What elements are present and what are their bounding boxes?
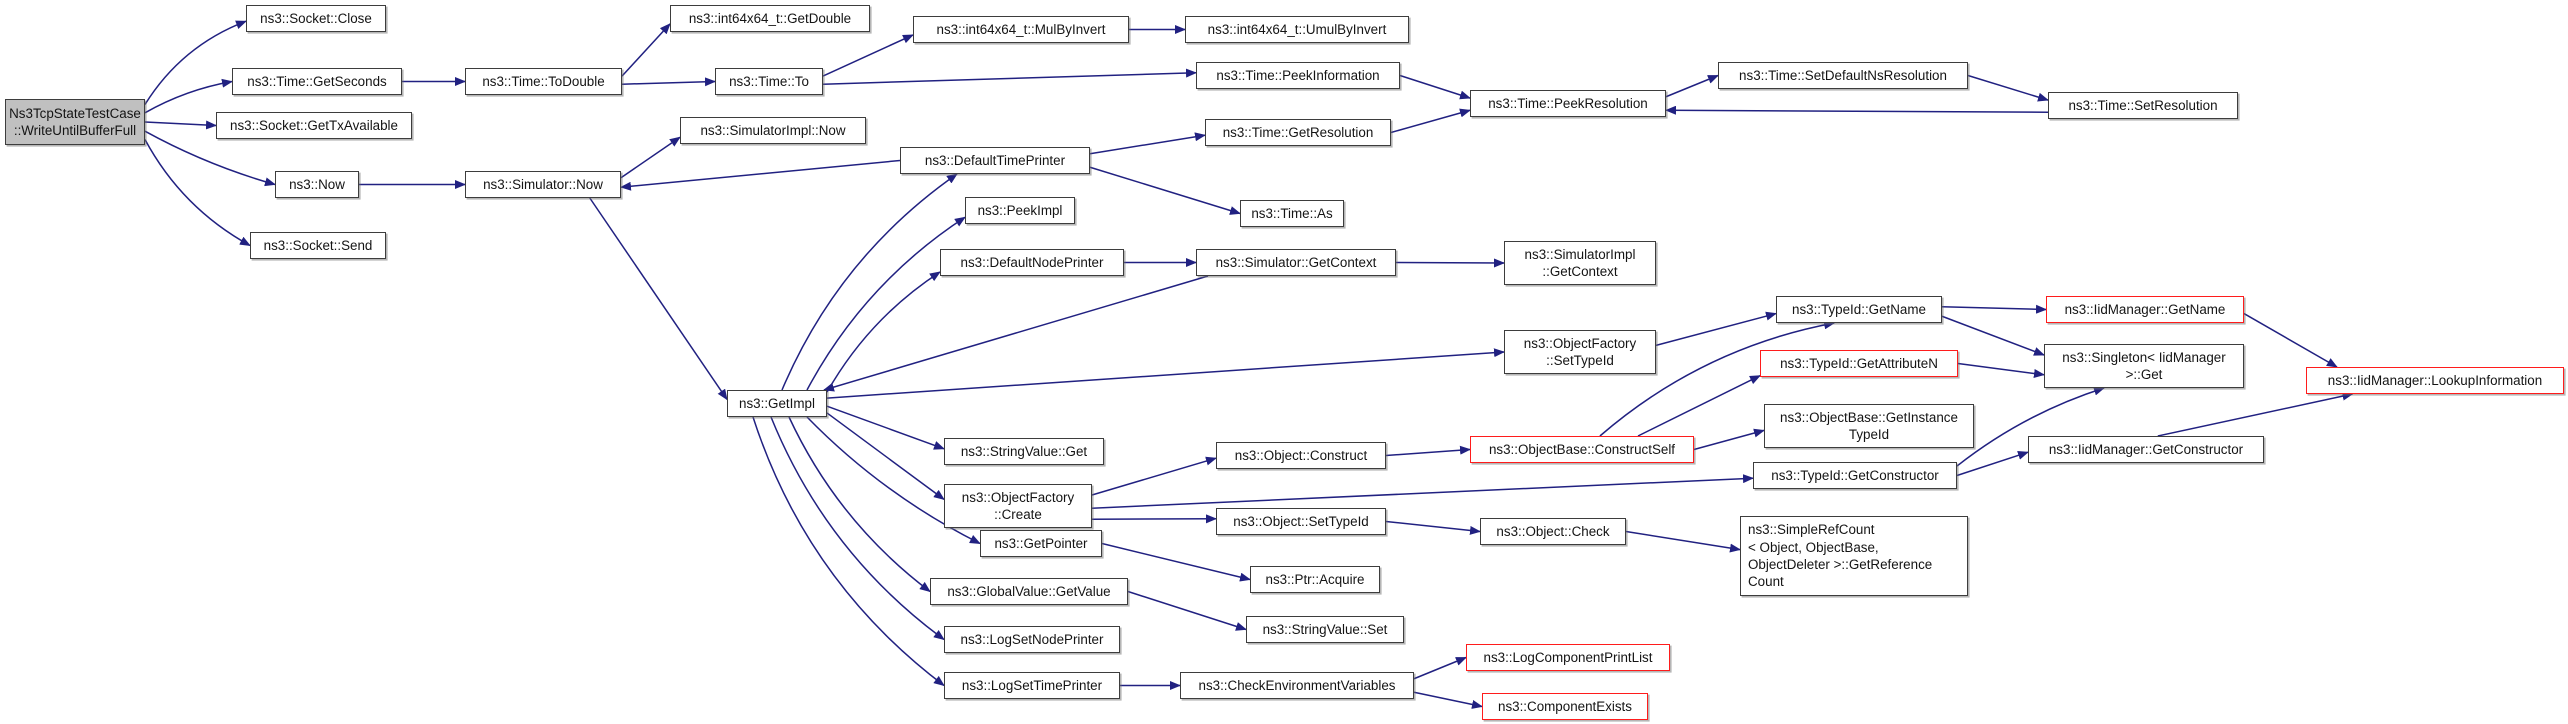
node-label: ns3::Time::PeekResolution — [1488, 95, 1648, 111]
node-label: ns3::StringValue::Get — [960, 443, 1088, 459]
edge-get-impl-to-peek-impl — [807, 217, 965, 390]
node-label: ::WriteUntilBufferFull — [13, 123, 137, 138]
edge-default-time-printer-to-time-get-resolution — [1090, 135, 1205, 154]
node-label: ns3::Object::Check — [1496, 523, 1610, 539]
edge-iid-manager-get-constructor-to-iid-manager-lookup-information — [2158, 394, 2353, 436]
edge-simulator-now-to-get-impl — [590, 198, 727, 399]
node-iid-manager-lookup-information[interactable] — [2306, 367, 2564, 394]
node-label: ns3::Now — [289, 176, 345, 192]
edge-get-impl-to-log-set-time-printer — [753, 417, 944, 686]
node-int64x64-umul-by-invert[interactable] — [1185, 16, 1409, 43]
node-simulator-impl-get-context[interactable] — [1504, 241, 1656, 285]
node-string-value-get[interactable] — [944, 438, 1104, 465]
node-socket-send[interactable] — [250, 232, 386, 259]
node-get-pointer[interactable] — [980, 530, 1102, 557]
node-socket-close[interactable] — [246, 5, 386, 32]
node-label: ns3::Time::PeekInformation — [1216, 67, 1380, 83]
node-log-set-node-printer[interactable] — [944, 626, 1120, 653]
edge-object-construct-to-object-base-construct-self — [1386, 450, 1470, 456]
node-label: Ns3TcpStateTestCase — [9, 105, 141, 121]
edge-get-impl-to-string-value-get — [827, 406, 944, 449]
node-object-base-get-instance-type-id[interactable] — [1764, 404, 1974, 448]
node-simulator-impl-now[interactable] — [680, 117, 866, 144]
node-label: ns3::ObjectBase::GetInstance — [1780, 409, 1958, 425]
node-type-id-get-name[interactable] — [1776, 296, 1942, 323]
node-label: ns3::CheckEnvironmentVariables — [1198, 677, 1396, 693]
edge-time-to-to-int64x64-mul-by-invert — [823, 35, 913, 76]
edge-time-peek-information-to-time-peek-resolution — [1400, 76, 1470, 99]
edge-object-factory-set-type-id-to-type-id-get-name — [1656, 314, 1776, 346]
node-label: ns3::GlobalValue::GetValue — [947, 583, 1111, 599]
node-label: ns3::ObjectFactory — [961, 489, 1075, 505]
node-label: ns3::GetImpl — [739, 395, 815, 411]
node-label: >::Get — [2125, 367, 2163, 382]
edge-simulator-get-context-to-get-impl — [824, 276, 1208, 390]
node-peek-impl[interactable] — [965, 197, 1075, 224]
edge-root-to-socket-send — [145, 139, 250, 245]
node-label: ::SetTypeId — [1546, 353, 1614, 368]
node-label: TypeId — [1848, 427, 1890, 442]
edge-time-to-double-to-time-to — [622, 82, 715, 85]
node-label: ns3::SimulatorImpl::Now — [700, 122, 846, 138]
node-label: Count — [1748, 574, 1784, 590]
node-label: ::Create — [994, 507, 1042, 522]
node-label: ns3::IidManager::GetConstructor — [2048, 441, 2244, 457]
node-check-environment-variables[interactable] — [1180, 672, 1414, 699]
node-label: ns3::Time::GetResolution — [1222, 124, 1374, 140]
node-default-node-printer[interactable] — [940, 249, 1124, 276]
node-label: ns3::PeekImpl — [977, 202, 1063, 218]
edge-root-to-socket-get-tx-available — [145, 122, 216, 126]
edge-time-to-to-time-peek-information — [823, 73, 1196, 84]
node-simulator-get-context[interactable] — [1196, 249, 1396, 276]
edge-type-id-get-constructor-to-iid-manager-get-constructor — [1957, 452, 2028, 475]
node-label: ns3::Singleton< IidManager — [2062, 349, 2226, 365]
node-time-as[interactable] — [1240, 200, 1344, 227]
node-object-factory-set-type-id[interactable] — [1504, 330, 1656, 374]
node-int64x64-get-double[interactable] — [670, 5, 870, 32]
edge-get-impl-to-log-set-node-printer — [771, 417, 944, 640]
node-iid-manager-get-name[interactable] — [2046, 296, 2244, 323]
edge-time-get-resolution-to-time-peek-resolution — [1391, 110, 1470, 132]
node-label: ns3::int64x64_t::MulByInvert — [936, 21, 1106, 37]
node-component-exists[interactable] — [1482, 693, 1648, 720]
node-simulator-now[interactable] — [465, 171, 621, 198]
node-label: ns3::Time::SetResolution — [2068, 97, 2218, 113]
edge-global-value-get-value-to-string-value-set — [1128, 592, 1246, 630]
node-label: ns3::TypeId::GetAttributeN — [1780, 355, 1938, 371]
edge-root-to-socket-close — [145, 21, 246, 104]
node-label: ns3::ObjectFactory — [1523, 335, 1637, 351]
node-label: ns3::ComponentExists — [1498, 698, 1632, 714]
node-label: ns3::Time::To — [729, 73, 809, 89]
node-label: ns3::Ptr::Acquire — [1265, 571, 1365, 587]
node-time-get-resolution[interactable] — [1205, 119, 1391, 146]
node-label: ns3::IidManager::LookupInformation — [2327, 372, 2543, 388]
node-label: ns3::DefaultNodePrinter — [960, 254, 1104, 270]
node-time-get-seconds[interactable] — [232, 68, 402, 95]
edge-object-base-construct-self-to-object-base-get-instance-type-id — [1694, 430, 1764, 449]
node-label: ns3::Simulator::GetContext — [1215, 254, 1377, 270]
node-time-to-double[interactable] — [465, 68, 622, 95]
node-string-value-set[interactable] — [1246, 616, 1404, 643]
node-log-component-print-list[interactable] — [1466, 644, 1670, 671]
node-time-set-default-ns-resolution[interactable] — [1718, 62, 1968, 89]
node-object-base-construct-self[interactable] — [1470, 436, 1694, 463]
edge-get-pointer-to-ptr-acquire — [1102, 544, 1250, 580]
node-label: ns3::StringValue::Set — [1262, 621, 1388, 637]
node-label: ns3::int64x64_t::GetDouble — [688, 10, 852, 26]
node-singleton-iid-manager-get[interactable] — [2044, 344, 2244, 388]
node-label: ns3::LogComponentPrintList — [1483, 649, 1653, 665]
edge-check-environment-variables-to-log-component-print-list — [1414, 658, 1466, 679]
node-label: ns3::SimulatorImpl — [1524, 246, 1636, 262]
node-label: ns3::SimpleRefCount — [1748, 522, 1875, 538]
node-time-to[interactable] — [715, 68, 823, 95]
node-time-set-resolution[interactable] — [2048, 92, 2238, 119]
node-label: ns3::Time::As — [1251, 205, 1333, 221]
node-label: ns3::int64x64_t::UmulByInvert — [1207, 21, 1387, 37]
node-label: ns3::Time::ToDouble — [482, 73, 605, 89]
edge-check-environment-variables-to-component-exists — [1414, 692, 1482, 706]
node-label: ::GetContext — [1542, 264, 1618, 279]
node-type-id-get-constructor[interactable] — [1753, 462, 1957, 489]
edge-root-to-now — [145, 131, 275, 184]
node-label: ns3::Object::Construct — [1234, 447, 1368, 463]
node-global-value-get-value[interactable] — [930, 578, 1128, 605]
node-log-set-time-printer[interactable] — [944, 672, 1120, 699]
node-label: ns3::Socket::Send — [263, 237, 373, 253]
edge-object-factory-create-to-object-construct — [1092, 458, 1216, 495]
edge-time-set-resolution-to-time-peek-resolution — [1666, 110, 2048, 112]
node-ptr-acquire[interactable] — [1250, 566, 1380, 593]
node-type-id-get-attribute-n[interactable] — [1760, 350, 1958, 377]
node-default-time-printer[interactable] — [900, 147, 1090, 174]
edge-default-time-printer-to-simulator-now — [621, 161, 900, 188]
edge-object-set-type-id-to-object-check — [1386, 522, 1480, 532]
edge-time-to-double-to-int64x64-get-double — [622, 24, 670, 76]
edge-object-check-to-simple-ref-count-get-reference-count — [1626, 532, 1740, 550]
node-label: ns3::DefaultTimePrinter — [924, 152, 1066, 168]
node-iid-manager-get-constructor[interactable] — [2028, 436, 2264, 463]
edge-type-id-get-attribute-n-to-singleton-iid-manager-get — [1958, 364, 2044, 375]
edge-time-peek-resolution-to-time-set-default-ns-resolution — [1666, 76, 1718, 97]
node-object-check[interactable] — [1480, 518, 1626, 545]
node-label: < Object, ObjectBase, — [1748, 539, 1879, 555]
edge-get-impl-to-global-value-get-value — [789, 417, 930, 592]
node-label: ns3::TypeId::GetName — [1792, 301, 1926, 317]
node-label: ns3::Socket::GetTxAvailable — [230, 117, 398, 133]
edge-iid-manager-get-name-to-iid-manager-lookup-information — [2244, 314, 2337, 367]
node-label: ns3::Time::SetDefaultNsResolution — [1739, 67, 1947, 83]
node-time-peek-information[interactable] — [1196, 62, 1400, 89]
node-simple-ref-count-get-reference-count[interactable] — [1740, 516, 1968, 596]
node-label: ns3::IidManager::GetName — [2064, 301, 2226, 317]
edge-default-time-printer-to-time-as — [1090, 167, 1240, 213]
node-label: ns3::GetPointer — [994, 535, 1088, 551]
edge-simulator-now-to-simulator-impl-now — [621, 137, 680, 178]
node-object-construct[interactable] — [1216, 442, 1386, 469]
node-label: ns3::Object::SetTypeId — [1233, 513, 1369, 529]
edge-time-set-default-ns-resolution-to-time-set-resolution — [1968, 76, 2048, 101]
node-root — [5, 99, 145, 145]
node-label: ns3::ObjectBase::ConstructSelf — [1488, 441, 1676, 457]
node-label: ns3::Socket::Close — [260, 10, 372, 26]
node-label: ns3::Time::GetSeconds — [247, 73, 387, 89]
edge-object-factory-create-to-type-id-get-constructor — [1092, 478, 1753, 508]
node-now[interactable] — [275, 171, 359, 198]
node-label: ns3::LogSetNodePrinter — [960, 631, 1104, 647]
edge-simulator-get-context-to-simulator-impl-get-context — [1396, 263, 1504, 264]
node-label: ns3::LogSetTimePrinter — [961, 677, 1103, 693]
node-object-factory-create[interactable] — [944, 484, 1092, 528]
node-label: ns3::TypeId::GetConstructor — [1771, 467, 1939, 483]
node-label: ObjectDeleter >::GetReference — [1748, 557, 1933, 572]
edge-type-id-get-name-to-iid-manager-get-name — [1942, 307, 2046, 310]
edge-object-base-construct-self-to-type-id-get-attribute-n — [1638, 376, 1760, 436]
node-get-impl[interactable] — [727, 390, 827, 417]
node-socket-get-tx-available[interactable] — [216, 112, 412, 139]
node-int64x64-mul-by-invert[interactable] — [913, 16, 1129, 43]
node-object-set-type-id[interactable] — [1216, 508, 1386, 535]
node-time-peek-resolution[interactable] — [1470, 90, 1666, 117]
node-label: ns3::Simulator::Now — [483, 176, 603, 192]
